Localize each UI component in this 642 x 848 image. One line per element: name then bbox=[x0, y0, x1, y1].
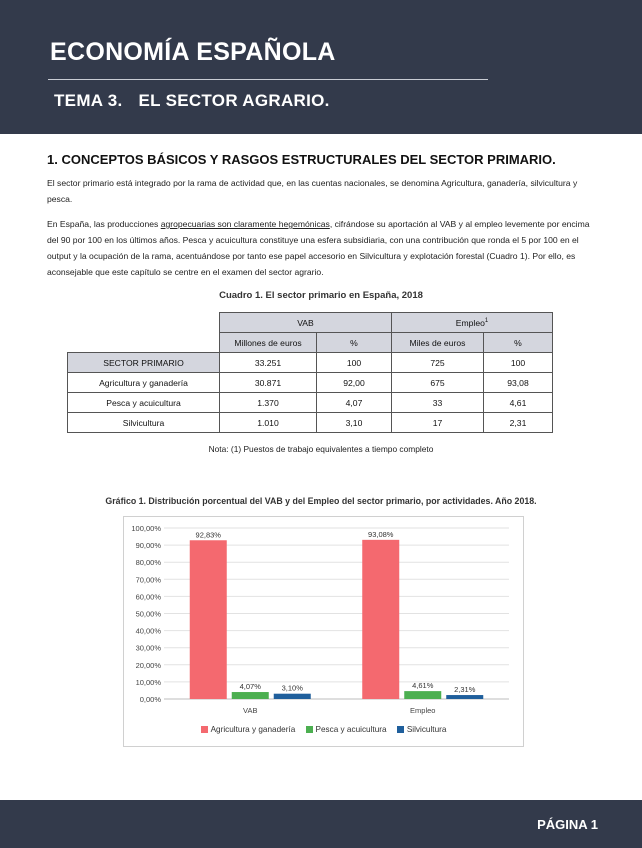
table-subheader-row bbox=[68, 333, 553, 353]
chapter-number: TEMA 3. bbox=[54, 91, 123, 110]
section-heading: 1. CONCEPTOS BÁSICOS Y RASGOS ESTRUCTURALES DEL SECTOR PRIMARIO. bbox=[47, 152, 556, 167]
table-corner bbox=[68, 313, 220, 333]
table-row bbox=[68, 413, 553, 433]
table-group-empleo bbox=[392, 313, 553, 333]
table-subheader: % bbox=[317, 333, 392, 353]
table-caption: Cuadro 1. El sector primario en España, 2018 bbox=[219, 290, 423, 301]
table-cell: 17 bbox=[392, 413, 484, 433]
x-tick-label: Empleo bbox=[410, 706, 436, 715]
chart-container bbox=[123, 516, 524, 747]
table-cell: 33.251 bbox=[220, 353, 317, 373]
primary-sector-table bbox=[67, 312, 553, 433]
x-tick-label: VAB bbox=[243, 706, 258, 715]
data-label: 4,61% bbox=[412, 681, 434, 691]
page-number: PÁGINA 1 bbox=[537, 817, 598, 832]
table-subheader: % bbox=[484, 333, 553, 353]
table-cell: 30.871 bbox=[220, 373, 317, 393]
table-cell: 2,31 bbox=[484, 413, 553, 433]
bar bbox=[274, 694, 311, 699]
legend-swatch bbox=[201, 726, 208, 733]
legend-label: Silvicultura bbox=[406, 725, 447, 734]
table-cell: 100 bbox=[484, 353, 553, 373]
y-tick-label: 60,00% bbox=[135, 592, 161, 602]
data-label: 4,07% bbox=[239, 682, 261, 692]
legend-item-silvicultura bbox=[397, 725, 447, 734]
header-divider bbox=[48, 79, 488, 80]
paragraph-text: En España, las producciones bbox=[47, 219, 161, 229]
y-tick-label: 0,00% bbox=[139, 695, 161, 704]
data-label: 93,08% bbox=[368, 529, 394, 539]
table-cell: 675 bbox=[392, 373, 484, 393]
table-cell: 33 bbox=[392, 393, 484, 413]
data-label: 92,83% bbox=[195, 530, 221, 540]
underlined-text: agropecuarias son claramente hegemónicas bbox=[160, 219, 330, 229]
y-tick-label: 90,00% bbox=[135, 541, 161, 551]
y-tick-label: 80,00% bbox=[135, 558, 161, 568]
y-tick-label: 70,00% bbox=[135, 575, 161, 585]
table-cell: 1.010 bbox=[220, 413, 317, 433]
bar bbox=[404, 691, 441, 699]
chart-title: Gráfico 1. Distribución porcentual del VAB y del Empleo del sector primario, por actividades. Año 2018. bbox=[105, 496, 537, 506]
table-cell: 1.370 bbox=[220, 393, 317, 413]
chart-legend bbox=[124, 725, 523, 734]
table-corner bbox=[68, 333, 220, 353]
paragraph-text: , cifrándose su aportación al VAB y al empleo levemente por encima del 90 por 100 en los últimos años. Pesca y acuicultura constituye una esfera subsidiaria, con una contribución que ronda el 5 por 100 en el output y la ocupación de la rama, acentuándose por tanto ese papel accesorio en Silvicultura y explotación forestal (Cuadro 1). Por ello, es aconsejable que este capítulo se centre en el examen del sector agrario. bbox=[47, 219, 590, 277]
bar bbox=[232, 692, 269, 699]
table-cell: 93,08 bbox=[484, 373, 553, 393]
legend-item-agricultura bbox=[201, 725, 296, 734]
empleo-label: Empleo bbox=[455, 317, 485, 328]
bar bbox=[362, 540, 399, 699]
table-row bbox=[68, 393, 553, 413]
y-tick-label: 50,00% bbox=[135, 609, 161, 619]
table-cell: 100 bbox=[317, 353, 392, 373]
footnote-marker: 1 bbox=[484, 317, 489, 324]
table-subheader: Millones de euros bbox=[220, 333, 317, 353]
table-row bbox=[68, 373, 553, 393]
table-group-vab: VAB bbox=[220, 313, 392, 333]
bar bbox=[190, 540, 227, 699]
row-label: Pesca y acuicultura bbox=[68, 393, 220, 413]
chapter-name: EL SECTOR AGRARIO. bbox=[138, 91, 330, 110]
legend-item-pesca bbox=[306, 725, 387, 734]
data-label: 2,31% bbox=[454, 685, 476, 695]
y-tick-label: 20,00% bbox=[135, 660, 161, 670]
table-cell: 3,10 bbox=[317, 413, 392, 433]
paragraph-intro: El sector primario está integrado por la rama de actividad que, en las cuentas nacionales, se denomina Agricultura, ganadería, silvicultura y pesca. bbox=[47, 178, 578, 204]
y-tick-label: 10,00% bbox=[135, 677, 161, 687]
row-label: Silvicultura bbox=[68, 413, 220, 433]
legend-label: Agricultura y ganadería bbox=[210, 725, 296, 734]
paragraph-spain bbox=[47, 216, 597, 280]
bar-chart bbox=[124, 517, 523, 746]
legend-swatch bbox=[397, 726, 404, 733]
row-label: Agricultura y ganadería bbox=[68, 373, 220, 393]
page-footer bbox=[0, 800, 642, 848]
bar bbox=[446, 695, 483, 699]
y-tick-label: 100,00% bbox=[131, 524, 161, 533]
y-tick-label: 30,00% bbox=[135, 643, 161, 653]
page-header bbox=[0, 0, 642, 134]
table-cell: 92,00 bbox=[317, 373, 392, 393]
document-title: ECONOMÍA ESPAÑOLA bbox=[50, 38, 336, 66]
table-row bbox=[68, 353, 553, 373]
data-label: 3,10% bbox=[281, 683, 303, 693]
table-group-header-row bbox=[68, 313, 553, 333]
row-label: SECTOR PRIMARIO bbox=[68, 353, 220, 373]
table-note: Nota: (1) Puestos de trabajo equivalentes a tiempo completo bbox=[208, 444, 434, 454]
legend-swatch bbox=[306, 726, 313, 733]
legend-label: Pesca y acuicultura bbox=[315, 725, 387, 734]
table-cell: 4,07 bbox=[317, 393, 392, 413]
chapter-title bbox=[54, 91, 330, 111]
table-subheader: Miles de euros bbox=[392, 333, 484, 353]
y-tick-label: 40,00% bbox=[135, 626, 161, 636]
table-cell: 725 bbox=[392, 353, 484, 373]
table-cell: 4,61 bbox=[484, 393, 553, 413]
